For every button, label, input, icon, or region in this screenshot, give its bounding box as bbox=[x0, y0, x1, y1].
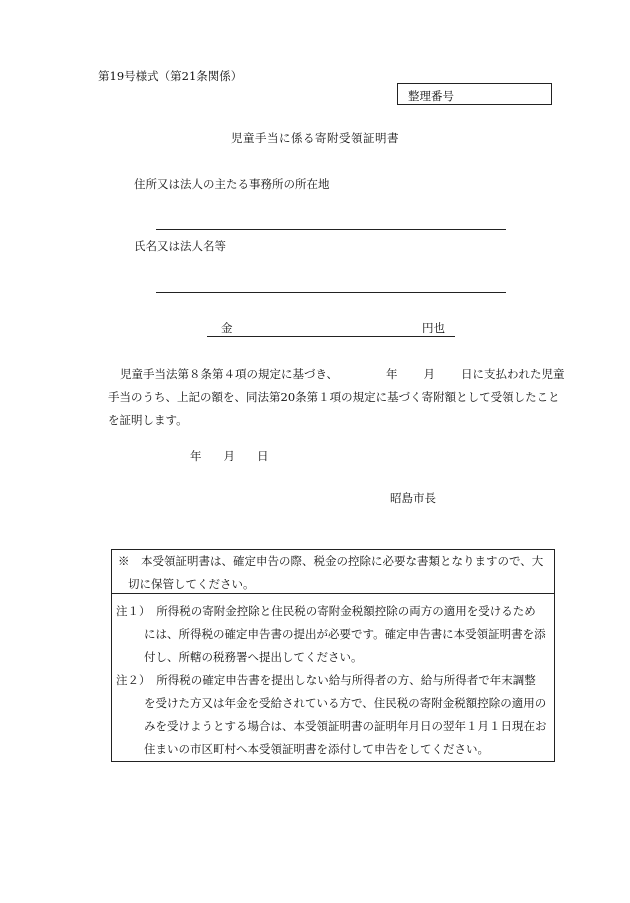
certification-line-1a: 児童手当法第８条第４項の規定に基づき、 bbox=[120, 367, 339, 381]
reference-number-label: 整理番号 bbox=[408, 89, 454, 103]
note-2-line-4: 住まいの市区町村へ本受領証明書を添付して申告をしてください。 bbox=[144, 742, 489, 756]
certification-line-2: 手当のうち、上記の額を、同法第20条第１項の規定に基づく寄附額として受領したこと bbox=[108, 390, 560, 404]
note-2-line-2: を受けた方又は年金を受給されている方で、住民税の寄附金税額控除の適用の bbox=[144, 696, 547, 710]
note-1-line-3: 付し、所轄の税務署へ提出してください。 bbox=[144, 650, 363, 664]
address-input-line[interactable] bbox=[156, 229, 506, 230]
date-year-label: 年 bbox=[190, 449, 202, 463]
notice-line-1: ※ 本受領証明書は、確定申告の際、税金の控除に必要な書類となりますので、大 bbox=[118, 554, 544, 568]
amount-suffix: 円也 bbox=[422, 321, 445, 335]
note-2-line-3: みを受けようとする場合は、本受領証明書の証明年月日の翌年１月１日現在お bbox=[144, 719, 547, 733]
certification-line-1 bbox=[108, 363, 568, 386]
certification-text bbox=[108, 363, 568, 432]
name-label: 氏名又は法人名等 bbox=[134, 239, 226, 253]
note-2-line-1: 注２） 所得税の確定申告書を提出しない給与所得者の方、給与所得者で年末調整 bbox=[116, 673, 536, 687]
form-number-label: 第19号様式（第21条関係） bbox=[98, 69, 243, 83]
reference-number-box[interactable] bbox=[397, 83, 552, 105]
note-1-line-2: には、所得税の確定申告書の提出が必要です。確定申告書に本受領証明書を添 bbox=[144, 627, 546, 641]
certification-line-1b: 日に支払われた児童 bbox=[461, 367, 565, 381]
payment-month-label: 月 bbox=[423, 367, 436, 381]
name-input-line[interactable] bbox=[156, 292, 506, 293]
address-label: 住所又は法人の主たる事務所の所在地 bbox=[134, 177, 330, 191]
notice-box bbox=[111, 549, 555, 762]
payment-year-label: 年 bbox=[386, 367, 398, 381]
amount-prefix: 金 bbox=[221, 321, 233, 335]
document-title: 児童手当に係る寄附受領証明書 bbox=[231, 131, 399, 145]
notice-line-2: 切に保管してください。 bbox=[128, 577, 255, 591]
notes-section bbox=[112, 600, 558, 761]
certification-line-3: を証明します。 bbox=[108, 413, 188, 427]
issuer-name: 昭島市長 bbox=[390, 491, 436, 505]
note-1-line-1: 注１） 所得税の寄附金控除と住民税の寄附金税額控除の両方の適用を受けるため bbox=[116, 604, 536, 618]
notice-important bbox=[112, 550, 554, 594]
date-month-label: 月 bbox=[223, 449, 235, 463]
date-day-label: 日 bbox=[257, 449, 269, 463]
certification-date bbox=[190, 448, 269, 464]
amount-field[interactable] bbox=[207, 320, 455, 337]
